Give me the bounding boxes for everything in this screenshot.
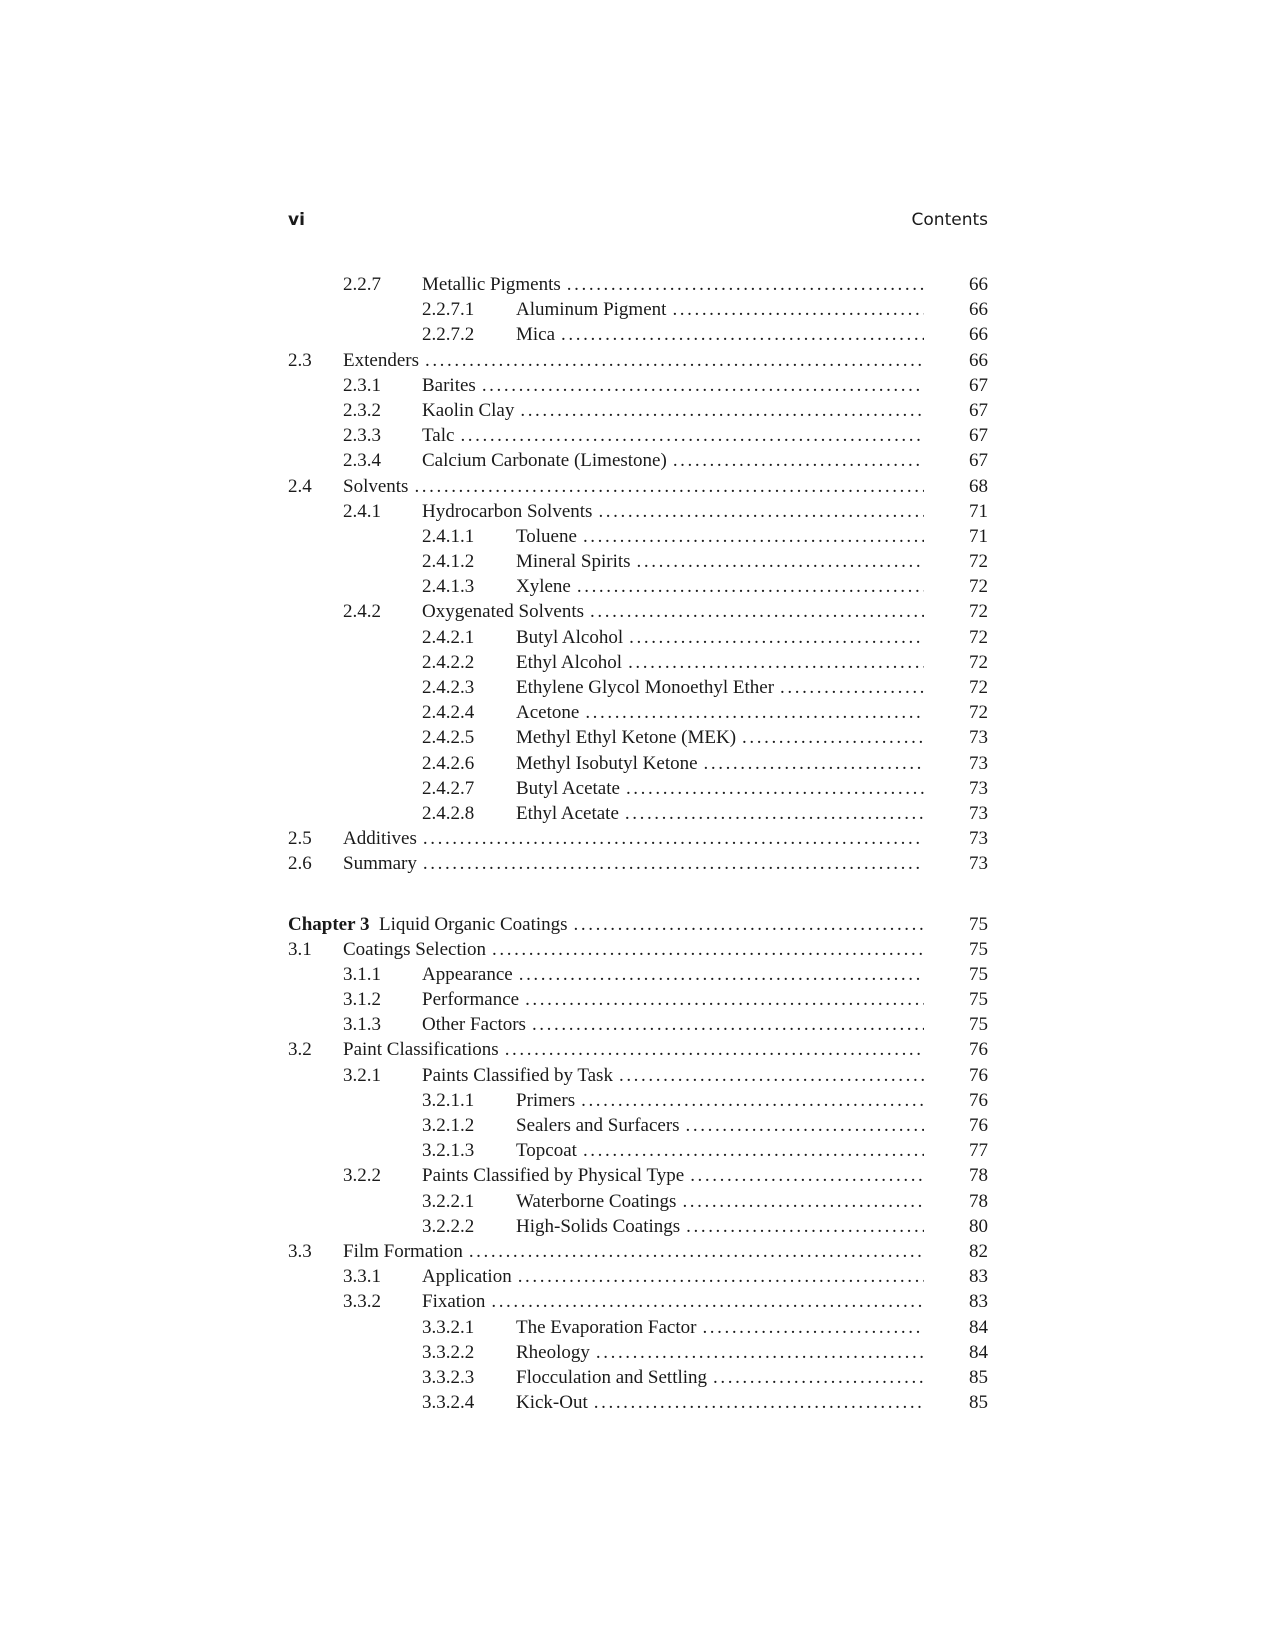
- page-reference: 76: [969, 1089, 988, 1111]
- entry-title-wrap: [422, 1063, 924, 1088]
- table-of-contents: [288, 272, 988, 1415]
- section-title: Kick-Out: [516, 1392, 588, 1414]
- dot-leader: [596, 1340, 924, 1365]
- toc-entry: [288, 1189, 988, 1214]
- page-reference: 72: [969, 651, 988, 673]
- dot-leader: [704, 751, 924, 776]
- section-title: Waterborne Coatings: [516, 1190, 677, 1212]
- section-number: 3.3.2: [343, 1291, 381, 1313]
- toc-entry: [288, 751, 988, 776]
- entry-title-wrap: [422, 499, 924, 524]
- section-number: 3.3.2.3: [422, 1366, 475, 1388]
- page-reference: 75: [969, 989, 988, 1011]
- page-reference: 75: [969, 1014, 988, 1036]
- section-number: 2.4.2.3: [422, 677, 475, 698]
- section-number: 2.5: [288, 828, 312, 850]
- section-title: Paints Classified by Task: [422, 1064, 613, 1086]
- section-number: 2.4.1: [343, 500, 381, 522]
- dot-leader: [713, 1365, 924, 1390]
- toc-entry: [288, 574, 988, 599]
- entry-title-wrap: [422, 272, 924, 297]
- entry-title-wrap: [422, 1264, 924, 1289]
- section-title: Additives: [343, 828, 417, 850]
- dot-leader: [598, 499, 924, 524]
- section-title: Xylene: [516, 576, 571, 598]
- section-title: Toluene: [516, 525, 577, 547]
- toc-entry: [288, 373, 988, 398]
- section-title: Primers: [516, 1089, 576, 1111]
- section-number: 2.3.2: [343, 399, 381, 421]
- dot-leader: [686, 1214, 924, 1239]
- section-number: 2.4.2.2: [422, 651, 475, 673]
- page-reference: 72: [969, 601, 988, 623]
- entry-title-wrap: [343, 474, 924, 499]
- toc-entry: [288, 474, 988, 499]
- page-reference: 83: [969, 1291, 988, 1313]
- section-title: Ethyl Acetate: [516, 802, 619, 824]
- toc-entry: [288, 962, 988, 987]
- page-reference: 72: [969, 702, 988, 724]
- toc-entry: [288, 801, 988, 826]
- entry-title-wrap: [516, 700, 924, 725]
- section-number: 2.4.2.8: [422, 802, 475, 824]
- section-title: Metallic Pigments: [422, 274, 561, 295]
- toc-entry: [288, 776, 988, 801]
- toc-entry: [288, 1063, 988, 1088]
- dot-leader: [702, 1315, 924, 1340]
- dot-leader: [491, 1289, 924, 1314]
- section-title: Topcoat: [516, 1140, 577, 1162]
- dot-leader: [583, 1138, 924, 1163]
- toc-entry: [288, 524, 988, 549]
- section-title: Barites: [422, 374, 476, 396]
- dot-leader: [460, 423, 924, 448]
- toc-entry: [288, 650, 988, 675]
- section-number: 2.2.7: [343, 274, 381, 295]
- toc-entry: [288, 1289, 988, 1314]
- section-number: 2.4.2.4: [422, 702, 475, 724]
- dot-leader: [574, 912, 924, 937]
- dot-leader: [780, 675, 924, 700]
- toc-entry: [288, 599, 988, 624]
- entry-title-wrap: [516, 1088, 924, 1113]
- section-title: Application: [422, 1266, 512, 1288]
- toc-entry: [288, 937, 988, 962]
- toc-chapter-entry: [288, 912, 988, 937]
- entry-title-wrap: [422, 599, 924, 624]
- dot-leader: [532, 1012, 924, 1037]
- dot-leader: [583, 524, 924, 549]
- section-title: Ethylene Glycol Monoethyl Ether: [516, 677, 775, 698]
- dot-leader: [594, 1390, 924, 1415]
- dot-leader: [686, 1113, 924, 1138]
- section-number: 3.2.1.3: [422, 1140, 475, 1162]
- entry-title-wrap: [288, 912, 924, 937]
- dot-leader: [469, 1239, 924, 1264]
- section-number: 2.4.2.5: [422, 727, 475, 749]
- toc-entry: [288, 675, 988, 700]
- entry-title-wrap: [343, 1037, 924, 1062]
- page-reference: 78: [969, 1165, 988, 1187]
- entry-title-wrap: [422, 987, 924, 1012]
- dot-leader: [590, 599, 924, 624]
- section-title: Sealers and Surfacers: [516, 1115, 680, 1136]
- section-title: Appearance: [422, 963, 513, 985]
- section-number: 2.4.1.2: [422, 551, 475, 573]
- dot-leader: [520, 398, 924, 423]
- section-title: Performance: [422, 989, 520, 1011]
- dot-leader: [637, 549, 924, 574]
- chapter-label: Chapter 3: [288, 913, 370, 935]
- section-number: 2.3.4: [343, 450, 381, 472]
- section-number: 3.2.2: [343, 1165, 381, 1187]
- section-number: 3.3.2.1: [422, 1316, 475, 1338]
- entry-title-wrap: [343, 1239, 924, 1264]
- dot-leader: [690, 1163, 924, 1188]
- section-number: 2.2.7.2: [422, 324, 475, 346]
- toc-entry: [288, 448, 988, 473]
- chapter-title: Liquid Organic Coatings: [378, 913, 568, 935]
- toc-entry: [288, 297, 988, 322]
- toc-entry: [288, 700, 988, 725]
- entry-title-wrap: [516, 1340, 924, 1365]
- page-reference: 78: [969, 1190, 988, 1212]
- toc-entry: [288, 1037, 988, 1062]
- dot-leader: [628, 650, 924, 675]
- section-title: High-Solids Coatings: [516, 1215, 681, 1237]
- section-title: Methyl Isobutyl Ketone: [516, 752, 698, 774]
- section-number: 2.3.1: [343, 374, 381, 396]
- section-number: 3.3: [288, 1240, 312, 1262]
- entry-title-wrap: [343, 851, 924, 876]
- entry-title-wrap: [343, 826, 924, 851]
- section-title: Hydrocarbon Solvents: [422, 500, 593, 522]
- page-reference: 76: [969, 1064, 988, 1086]
- dot-leader: [414, 474, 924, 499]
- section-title: Mineral Spirits: [516, 551, 631, 573]
- toc-entry: [288, 348, 988, 373]
- entry-title-wrap: [516, 1214, 924, 1239]
- dot-leader: [482, 373, 924, 398]
- section-title: Extenders: [343, 349, 419, 371]
- entry-title-wrap: [343, 937, 924, 962]
- dot-leader: [742, 725, 924, 750]
- page-reference: 82: [969, 1240, 988, 1262]
- section-title: Flocculation and Settling: [516, 1366, 708, 1388]
- page-reference: 66: [969, 324, 988, 346]
- entry-title-wrap: [516, 322, 924, 347]
- dot-leader: [519, 962, 924, 987]
- page-reference: 67: [969, 374, 988, 396]
- toc-entry: [288, 1239, 988, 1264]
- dot-leader: [423, 826, 924, 851]
- section-title: Kaolin Clay: [422, 399, 515, 421]
- entry-title-wrap: [516, 1189, 924, 1214]
- entry-title-wrap: [422, 1289, 924, 1314]
- section-number: 2.4.1.1: [422, 525, 475, 547]
- dot-leader: [505, 1037, 924, 1062]
- page-reference: 66: [969, 274, 988, 295]
- page-reference: 75: [969, 938, 988, 960]
- section-title: Paint Classifications: [343, 1039, 499, 1061]
- section-number: 3.3.2.4: [422, 1392, 475, 1414]
- dot-leader: [577, 574, 924, 599]
- section-number: 3.1.1: [343, 963, 381, 985]
- toc-entry: [288, 1088, 988, 1113]
- section-number: 3.2.2.2: [422, 1215, 475, 1237]
- toc-entry: [288, 725, 988, 750]
- page-reference: 73: [969, 777, 988, 799]
- section-title: Ethyl Alcohol: [516, 651, 623, 673]
- section-title: Oxygenated Solvents: [422, 601, 585, 623]
- entry-title-wrap: [516, 297, 924, 322]
- toc-entry: [288, 423, 988, 448]
- section-title: Butyl Acetate: [516, 777, 620, 799]
- section-title: Film Formation: [343, 1240, 463, 1262]
- page-reference: 76: [969, 1039, 988, 1061]
- section-title: Calcium Carbonate (Limestone): [422, 450, 667, 472]
- entry-title-wrap: [516, 1138, 924, 1163]
- section-title: Fixation: [422, 1291, 486, 1313]
- toc-entry: [288, 549, 988, 574]
- section-title: Talc: [422, 425, 455, 447]
- page-reference: 68: [969, 475, 988, 497]
- section-title: Aluminum Pigment: [516, 299, 667, 321]
- dot-leader: [672, 297, 924, 322]
- toc-entry: [288, 1113, 988, 1138]
- dot-leader: [626, 776, 924, 801]
- section-number: 2.4.2.7: [422, 777, 475, 799]
- page-reference: 72: [969, 551, 988, 573]
- toc-entry: [288, 1012, 988, 1037]
- section-number: 2.3: [288, 349, 312, 371]
- section-title: Coatings Selection: [343, 938, 487, 960]
- section-title: Methyl Ethyl Ketone (MEK): [516, 727, 737, 749]
- dot-leader: [567, 272, 924, 297]
- toc-entry: [288, 1264, 988, 1289]
- page-header: [288, 210, 988, 236]
- page-reference: 73: [969, 853, 988, 875]
- toc-entry: [288, 1390, 988, 1415]
- toc-entry: [288, 1365, 988, 1390]
- entry-title-wrap: [516, 524, 924, 549]
- toc-entry: [288, 499, 988, 524]
- section-title: Acetone: [516, 702, 580, 724]
- entry-title-wrap: [516, 650, 924, 675]
- page-reference: 71: [969, 500, 988, 522]
- toc-entry: [288, 272, 988, 297]
- page-reference: 77: [969, 1140, 988, 1162]
- dot-leader: [425, 348, 924, 373]
- section-title: Paints Classified by Physical Type: [422, 1165, 685, 1187]
- dot-leader: [673, 448, 924, 473]
- page-reference: 80: [969, 1215, 988, 1237]
- dot-leader: [492, 937, 924, 962]
- page-reference: 84: [969, 1316, 988, 1338]
- dot-leader: [629, 625, 924, 650]
- dot-leader: [625, 801, 924, 826]
- toc-entry: [288, 1340, 988, 1365]
- section-number: 3.3.2.2: [422, 1341, 475, 1363]
- entry-title-wrap: [516, 574, 924, 599]
- section-title: Other Factors: [422, 1014, 526, 1036]
- section-number: 3.2.1: [343, 1064, 381, 1086]
- entry-title-wrap: [422, 1163, 924, 1188]
- page-reference: 75: [969, 963, 988, 985]
- running-head: Contents: [911, 210, 988, 230]
- toc-entry: [288, 1315, 988, 1340]
- entry-title-wrap: [516, 1365, 924, 1390]
- entry-title-wrap: [516, 801, 924, 826]
- section-title: Solvents: [343, 475, 409, 497]
- entry-title-wrap: [516, 675, 924, 700]
- section-number: 2.4.2.6: [422, 752, 475, 774]
- page-reference: 75: [969, 913, 988, 935]
- dot-leader: [581, 1088, 924, 1113]
- section-number: 2.4: [288, 475, 312, 497]
- page-reference: 67: [969, 450, 988, 472]
- toc-entry: [288, 987, 988, 1012]
- section-number: 3.1.3: [343, 1014, 381, 1036]
- section-title: The Evaporation Factor: [516, 1316, 697, 1338]
- section-title: Mica: [516, 324, 556, 346]
- toc-entry: [288, 1138, 988, 1163]
- section-number: 2.6: [288, 853, 312, 875]
- page-reference: 72: [969, 576, 988, 598]
- section-number: 3.1.2: [343, 989, 381, 1011]
- entry-title-wrap: [516, 1315, 924, 1340]
- section-number: 2.4.2.1: [422, 626, 475, 648]
- entry-title-wrap: [422, 448, 924, 473]
- toc-entry: [288, 1214, 988, 1239]
- page-reference: 66: [969, 349, 988, 371]
- section-title: [288, 912, 574, 937]
- page-reference: 73: [969, 802, 988, 824]
- page-reference: 73: [969, 727, 988, 749]
- toc-entry: [288, 398, 988, 423]
- dot-leader: [518, 1264, 924, 1289]
- page-reference: 66: [969, 299, 988, 321]
- page-reference: 67: [969, 425, 988, 447]
- section-number: 3.2.1.2: [422, 1115, 475, 1136]
- section-number: 3.3.1: [343, 1266, 381, 1288]
- page-reference: 85: [969, 1366, 988, 1388]
- section-number: 3.2.2.1: [422, 1190, 475, 1212]
- section-title: Summary: [343, 853, 417, 875]
- section-number: 2.2.7.1: [422, 299, 475, 321]
- toc-entry: [288, 322, 988, 347]
- page-reference: 72: [969, 677, 988, 698]
- dot-leader: [682, 1189, 924, 1214]
- entry-title-wrap: [516, 625, 924, 650]
- page-reference: 67: [969, 399, 988, 421]
- toc-entry: [288, 1163, 988, 1188]
- entry-title-wrap: [422, 1012, 924, 1037]
- entry-title-wrap: [422, 962, 924, 987]
- toc-entry: [288, 826, 988, 851]
- dot-leader: [619, 1063, 924, 1088]
- entry-title-wrap: [516, 751, 924, 776]
- page-reference: 73: [969, 828, 988, 850]
- section-title: Rheology: [516, 1341, 590, 1363]
- section-number: 3.2.1.1: [422, 1089, 475, 1111]
- entry-title-wrap: [343, 348, 924, 373]
- dot-leader: [585, 700, 924, 725]
- entry-title-wrap: [516, 549, 924, 574]
- section-number: 3.2: [288, 1039, 312, 1061]
- page-reference: 73: [969, 752, 988, 774]
- section-number: 3.1: [288, 938, 312, 960]
- page-reference: 72: [969, 626, 988, 648]
- section-number: 2.4.1.3: [422, 576, 475, 598]
- section-number: 2.4.2: [343, 601, 381, 623]
- entry-title-wrap: [516, 1390, 924, 1415]
- entry-title-wrap: [422, 423, 924, 448]
- entry-title-wrap: [516, 725, 924, 750]
- entry-title-wrap: [422, 398, 924, 423]
- page-reference: 71: [969, 525, 988, 547]
- section-number: 2.3.3: [343, 425, 381, 447]
- page-reference: 76: [969, 1115, 988, 1136]
- page-reference: 85: [969, 1392, 988, 1414]
- dot-leader: [561, 322, 924, 347]
- dot-leader: [525, 987, 924, 1012]
- page-number: vi: [288, 210, 305, 230]
- toc-entry: [288, 625, 988, 650]
- entry-title-wrap: [422, 373, 924, 398]
- entry-title-wrap: [516, 776, 924, 801]
- page-reference: 83: [969, 1266, 988, 1288]
- toc-entry: [288, 851, 988, 876]
- dot-leader: [423, 851, 924, 876]
- entry-title-wrap: [516, 1113, 924, 1138]
- page-reference: 84: [969, 1341, 988, 1363]
- section-title: Butyl Alcohol: [516, 626, 624, 648]
